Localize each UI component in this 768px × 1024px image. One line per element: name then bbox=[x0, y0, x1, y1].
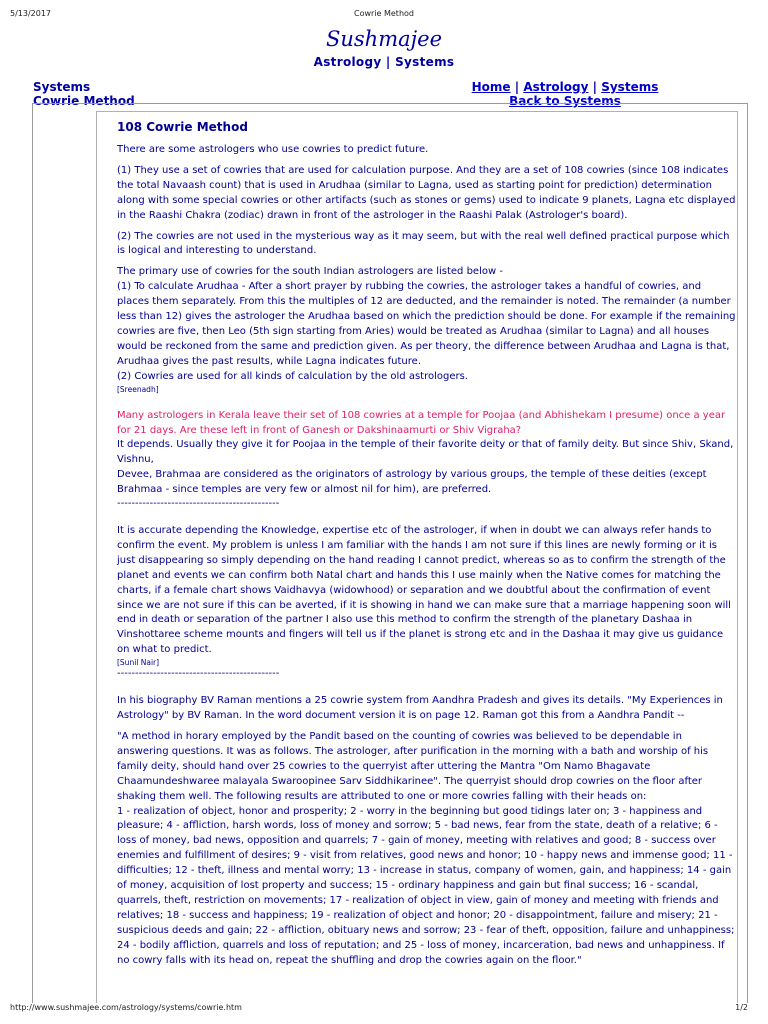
site-logo-text[interactable]: Sushmajee bbox=[325, 27, 442, 51]
breadcrumb-section: Systems bbox=[33, 80, 91, 94]
paragraph: It is accurate depending the Knowledge, expertise etc of the astrologer, if when in doubt we can always refer hands to confirm the event. My problem is unless I am familiar with the hands I am not sure if this lines are newly forming or it is just disappearing so simply depending on the hand reading I cannot predict, whereas so as to confirm the strength of the planet and events we can confirm both Natal chart and hands this I use mainly when the Native comes for matching the charts, if a female chart shows Vaidhavya (widowhood) or separation and we doubtful about the confirmation of event since we are not sure if this can be averted, if it is showing in hand we can make sure that a marriage happening soon will end in death or separation of the partner I also use this method to confirm the strength of the planetary Dashaa in Vinshottaree scheme mounts and fingers will tell us if the planet is strong etc and in the Dashaa it may give us guidance on what to predict. bbox=[117, 525, 731, 656]
print-header bbox=[0, 9, 768, 21]
print-date: 5/13/2017 bbox=[10, 9, 52, 18]
paragraph: (1) To calculate Arudhaa - After a short prayer by rubbing the cowries, the astrologer takes a handful of cowries, and places them separately. From this the multiples of 12 are deducted, and the remainder is noted. The remainder (a number less than 12) gives the astrologer the Arudhaa based on which the prediction should be done. For example if the remaining cowries are five, then Leo (5th sign starting from Aries) would be treated as Arudhaa (similar to Lagna) and all houses would be reckoned from the same and prediction given. As per theory, the difference between Arudhaa and Lagna is that, Arudhaa gives the past results, while Lagna indicates future. bbox=[117, 281, 736, 367]
question-text: Many astrologers in Kerala leave their set of 108 cowries at a temple for Poojaa (and Abhishekam I presume) once a year for 21 days. Are these left in front of Ganesh or Dakshinaamurti or Shiv Vigraha? bbox=[117, 409, 726, 436]
paragraph: It depends. Usually they give it for Poojaa in the temple of their favorite deity or that of family deity. But since Shiv, Skand, Vishnu, bbox=[117, 439, 734, 466]
paragraph: (2) The cowries are not used in the mysterious way as it may seem, but with the real well defined practical purpose which is logical and interesting to understand. bbox=[117, 230, 730, 257]
home-link[interactable]: Home bbox=[471, 80, 511, 94]
page-number: 1/2 bbox=[735, 1003, 748, 1012]
systems-link[interactable]: Systems bbox=[601, 80, 659, 94]
astrology-link[interactable]: Astrology bbox=[523, 80, 589, 94]
print-url: http://www.sushmajee.com/astrology/systems/cowrie.htm bbox=[10, 1003, 242, 1012]
back-to-systems-link[interactable]: Back to Systems bbox=[509, 94, 621, 108]
paragraph: In his biography BV Raman mentions a 25 cowrie system from Aandhra Pradesh and gives its details. "My Experiences in Astrology" by BV Raman. In the word document version it is on page 12. Raman got this from a Aandhra Pandit -- bbox=[117, 695, 723, 722]
source-credit: [Sunil Nair] bbox=[117, 658, 160, 668]
paragraph: "A method in horary employed by the Pandit based on the counting of cowries was believed to be dependable in answering questions. It was as follows. The astrologer, after purification in the morning with a bath and worship of his family deity, should hand over 25 cowries to the querryist after uttering the Mantra "Om Namo Bhagavate Chaamundeshwaree malayala Swaroopinee Sarv Siddhikarinee". The querryist should drop cowries on the floor after shaking them well. The following results are attributed to one or more cowries falling with their heads on: bbox=[117, 731, 709, 802]
source-credit: [Sreenadh] bbox=[117, 384, 159, 394]
print-footer bbox=[0, 1003, 768, 1015]
paragraph: (2) Cowries are used for all kinds of calculation by the old astrologers. bbox=[117, 370, 468, 382]
paragraph: There are some astrologers who use cowries to predict future. bbox=[117, 144, 429, 155]
nav-separator: | bbox=[592, 80, 598, 94]
paragraph: The primary use of cowries for the south Indian astrologers are listed below - bbox=[117, 266, 503, 278]
separator-line: --------------------------------------------- bbox=[117, 498, 280, 510]
separator-line: --------------------------------------------- bbox=[117, 668, 280, 680]
site-subtitle: Astrology | Systems bbox=[313, 55, 455, 69]
breadcrumb-page: Cowrie Method bbox=[33, 94, 135, 108]
paragraph: Devee, Brahmaa are considered as the originators of astrology by various groups, the temple of these deities (except Brahmaa - since temples are very few or almost nil for him), are preferred. bbox=[117, 469, 707, 496]
nav-separator: | bbox=[514, 80, 520, 94]
print-title: Cowrie Method bbox=[353, 9, 414, 18]
article-body bbox=[117, 120, 736, 969]
article-title: 108 Cowrie Method bbox=[117, 120, 248, 134]
paragraph: 1 - realization of object, honor and prosperity; 2 - worry in the beginning but good tidings later on; 3 - happiness and pleasure; 4 - affliction, harsh words, loss of money and sorrow; 5 - bad news, fear from the state, death of a relative; 6 - loss of money, bad news, opposition and quarrels; 7 - gain of money, meeting with relatives and good; 8 - success over enemies and fulfillment of desires; 9 - visit from relatives, good news and honor; 10 - happy news and immense good; 11 - difficulties; 12 - theft, illness and mental worry; 13 - increase in status, company of women, gain, and happiness; 14 - gain of money, acquisition of lost property and success; 15 - ordinary happiness and gain but final success; 16 - scandal, quarrels, theft, restriction on movements; 17 - realization of object in view, gain of money and meeting with friends and relatives; 18 - success and happiness; 19 - realization of object and honor; 20 - disappointment, failure and misery; 21 - suspicious deeds and gain; 22 - affliction, obituary news and sorrow; 23 - fear of theft, opposition, failure and unhappiness; 24 - bodily affliction, quarrels and loss of reputation; and 25 - loss of money, incarceration, bad news and unhappiness. If no cowry falls with its head on, repeat the shuffling and drop the cowries again on the floor." bbox=[117, 805, 735, 966]
paragraph: (1) They use a set of cowries that are used for calculation purpose. And they are a set of 108 cowries (since 108 indicates the total Navaash count) that is used in Arudhaa (similar to Lagna, used as starting point for prediction) determination along with some special cowries or other artifacts (such as stones or gems) used to indicate 9 planets, Lagna etc displayed in the Raashi Chakra (zodiac) drawn in front of the astrologer in the Raashi Palak (Astrologer's board). bbox=[117, 164, 736, 221]
